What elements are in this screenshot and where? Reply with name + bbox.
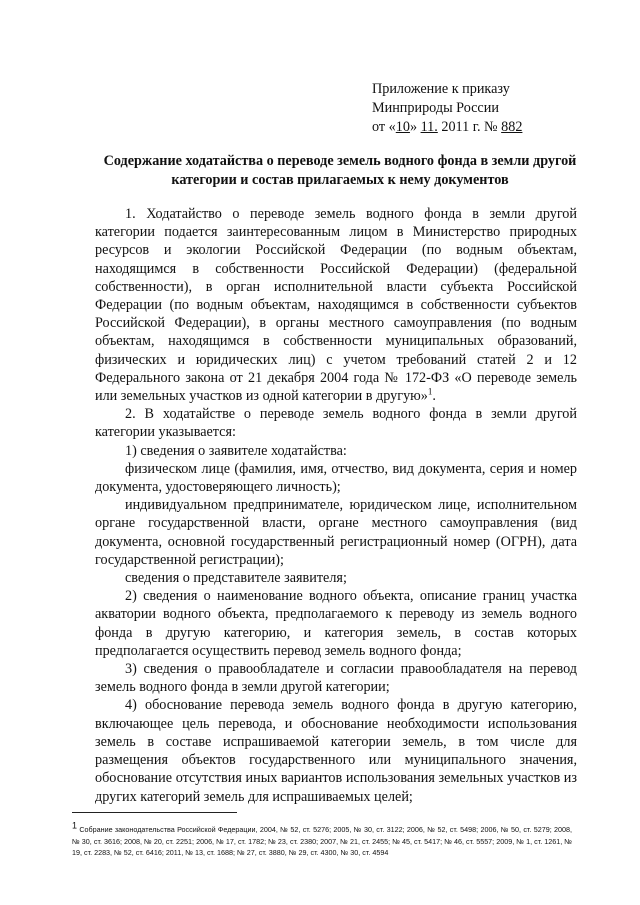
document-body — [95, 205, 577, 806]
footnote-mark: 1 — [72, 820, 78, 831]
date-month: 11. — [420, 119, 438, 135]
date-day: 10 — [395, 119, 410, 135]
paragraph-8: 3) сведения о правообладателе и согласии правообладателя на перевод земель водного фонда в земли другой категории; — [95, 661, 577, 696]
footnote-text: Собрание законодательства Российской Федерации, 2004, № 52, ст. 5276; 2005, № 30, ст. 3122; 2006, № 52, ст. 5498; 2006, № 50, ст. 5279; 2008, № 30, ст. 3616; 2008, № 20, ст. 2251; 2006, № 17, ст. 1782; № 23, ст. 2380; 2007, № 21, ст. 2455; № 45, ст. 5417; № 46, ст. 5557; 2009, № 1, ст. 1261, № 19, ст. 2283, № 52, ст. 6416; 2011, № 13, ст. 1688; № 27, ст. 3880, № 29, ст. 4300, № 30, ст. 4594 — [72, 825, 572, 857]
date-year: 2011 г. № — [437, 119, 502, 135]
appendix-header — [372, 80, 622, 137]
paragraph-1 — [95, 205, 577, 405]
paragraph-6: сведения о представителе заявителя; — [125, 570, 347, 587]
paragraph-1-end: . — [432, 388, 436, 405]
paragraph-4: физическом лице (фамилия, имя, отчество, вид документа, серия и номер документа, удостоверяющего личность); — [95, 460, 577, 496]
paragraph-5: индивидуальном предпринимателе, юридическом лице, исполнительном органе государственной власти, органе местного самоуправления (вид документа, основной государственный регистрационный номер (ОГРН), дата государственной регистрации); — [95, 497, 577, 568]
paragraph-1-text: 1. Ходатайство о переводе земель водного фонда в земли другой категории подается заинтересованным лицом в Министерство природных ресурсов и экологии Российской Федерации (по водным объектам, находящимся в собственности Российской Федерации) (федеральной собственности), в орган исполнительной власти субъекта Российской Федерации (по водным объектам, находящимся в собственности субъектов Российской Федерации), в органы местного самоуправления (по водным объектам, находящимся в собственности муниципальных образований, физических и юридических лиц) с учетом требований статей 2 и 12 Федерального закона от 21 декабря 2004 года № 172-ФЗ «О переводе земель или земельных участков из одной категории в другую» — [95, 206, 577, 405]
footnote-divider — [72, 812, 237, 813]
footnote — [72, 820, 572, 859]
paragraph-9: 4) обоснование перевода земель водного фонда в другую категорию, включающее цель перевода, и обоснование необходимости использования земель в составе испрашиваемой категории земель, в том числе для размещения объектов государственного или муниципального значения, обоснование отсутствия иных вариантов использования земельных участков из других категорий земель для испрашиваемых целей; — [95, 697, 577, 805]
paragraph-3: 1) сведения о заявителе ходатайства: — [125, 442, 347, 459]
document-title: Содержание ходатайства о переводе земель водного фонда в земли другой категории и состав прилагаемых к нему документов — [103, 153, 577, 188]
order-number: 882 — [501, 119, 523, 135]
header-line-1: Приложение к приказу — [372, 81, 510, 97]
paragraph-2: 2. В ходатайстве о переводе земель водного фонда в земли другой категории указывается: — [95, 406, 577, 441]
header-line-2: Минприроды России — [372, 100, 499, 116]
date-prefix: от « — [372, 119, 396, 135]
header-date-line — [372, 118, 622, 137]
paragraph-7: 2) сведения о наименование водного объекта, описание границ участка акватории водного объекта, предполагаемого к переводу из земель водного фонда в другую категорию, и категория земель, в состав которых предполагается осуществить перевод земель водного фонда; — [95, 588, 577, 659]
date-mid: » — [409, 119, 421, 135]
footnote-reference: 1 — [427, 386, 433, 397]
